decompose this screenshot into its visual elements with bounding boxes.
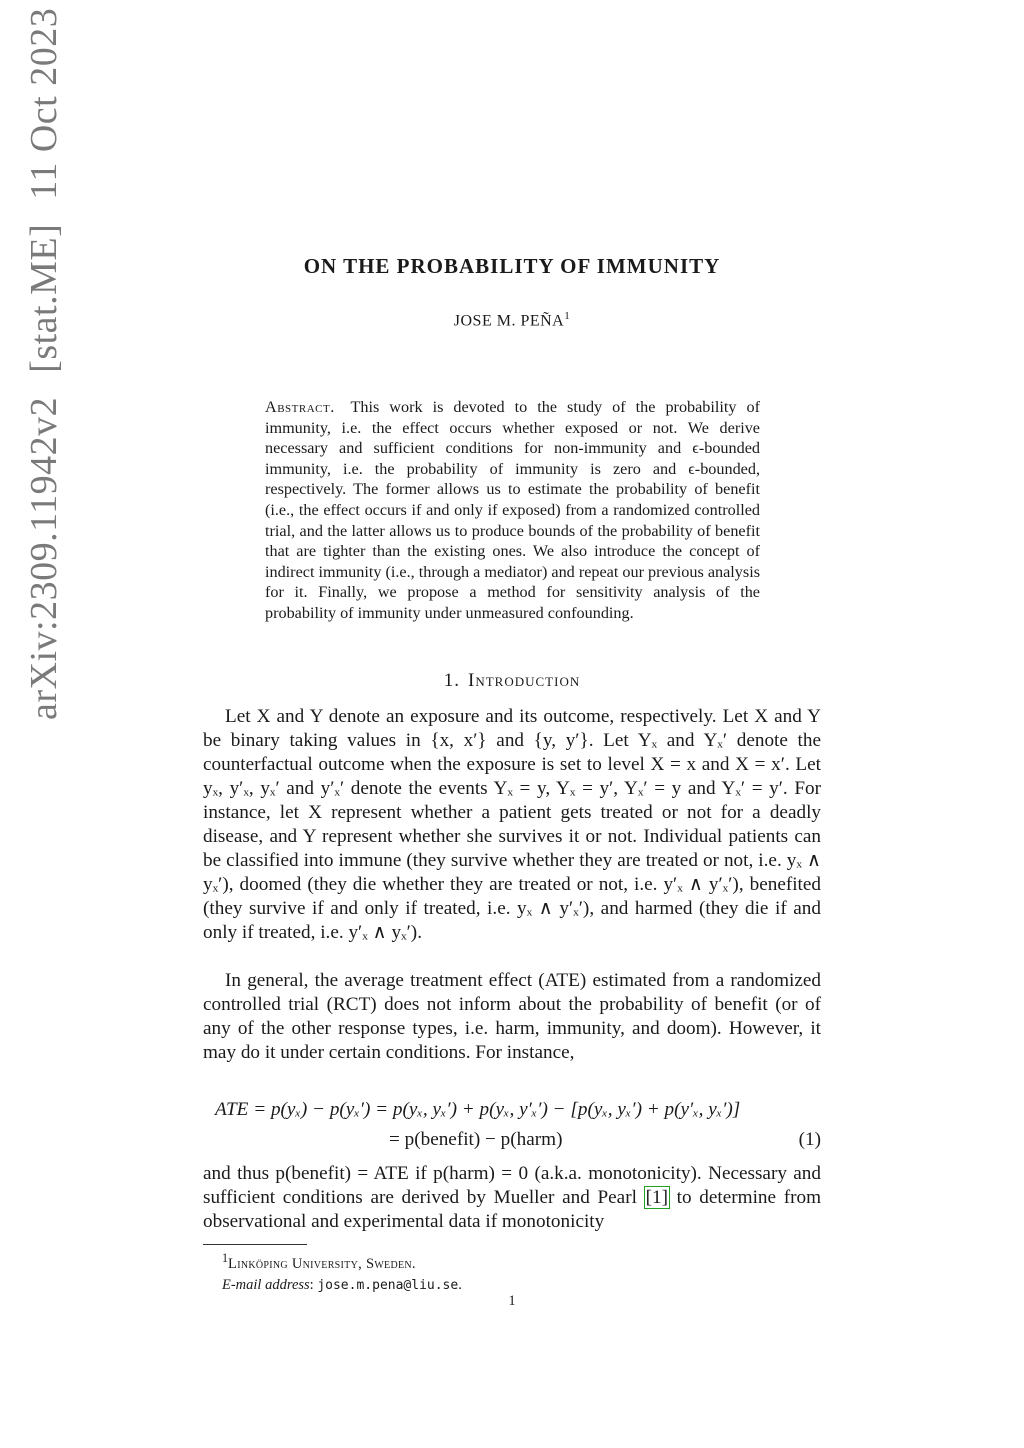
email-address[interactable]: jose.m.pena@liu.se: [317, 1277, 459, 1293]
equation-1: [203, 1095, 821, 1155]
paragraph-3-text-b: to determine from observational and experimental data if monotonicity: [203, 1187, 821, 1232]
footnote: [222, 1248, 822, 1296]
footnote-rule: [203, 1244, 307, 1245]
author-footnote-mark: 1: [564, 310, 571, 322]
arxiv-category: [stat.ME]: [23, 223, 65, 373]
paragraph-1: Let X and Y denote an exposure and its outcome, respectively. Let X and Y be binary taking values in {x, x′} and {y, y′}. Let Yₓ and Yₓ′ denote the counterfactual outcome when the exposure is set to level X = x and X = x′. Let yₓ, y′ₓ, yₓ′ and y′ₓ′ denote the events Yₓ = y, Yₓ = y′, Yₓ′ = y and Yₓ′ = y′. For instance, let X represent whether a patient gets treated or not for a deadly disease, and Y represent whether she survives it or not. Individual patients can be classified into immune (they survive whether they are treated or not, i.e. yₓ ∧ yₓ′), doomed (they die whether they are treated or not, i.e. y′ₓ ∧ y′ₓ′), benefited (they survive if and only if treated, i.e. yₓ ∧ y′ₓ′), and harmed (they die if and only if treated, i.e. y′ₓ ∧ yₓ′).: [203, 706, 821, 943]
abstract-text: This work is devoted to the study of the probability of immunity, i.e. the effect occurs whether exposed or not. We derive necessary and sufficient conditions for non-immunity and ϵ-bounded immunity, i.e. the probability of immunity is zero and ϵ-bounded, respectively. The former allows us to estimate the probability of benefit (i.e., the effect occurs if and only if exposed) from a randomized controlled trial, and the latter allows us to produce bounds of the probability of benefit that are tighter than the existing ones. We also introduce the concept of indirect immunity (i.e., through a mediator) and repeat our previous analysis for it. Finally, we propose a method for sensitivity analysis of the probability of immunity under unmeasured confounding.: [265, 398, 760, 622]
abstract: [265, 397, 760, 624]
email-suffix: .: [458, 1276, 462, 1293]
email-label: E-mail address: [222, 1276, 310, 1293]
paragraph-3-text-a: and thus p(benefit) = ATE if p(harm) = 0 (a.k.a. monotonicity). Necessary and sufficient conditions are derived by Mueller and Pearl: [203, 1163, 821, 1208]
arxiv-date: 11 Oct 2023: [23, 7, 65, 200]
arxiv-sidebar-stamp: [22, 0, 66, 720]
author-name: JOSE M. PEÑA: [453, 312, 565, 330]
page-number: 1: [508, 1293, 516, 1309]
footnote-email-line: E-mail address: jose.m.pena@liu.se.: [222, 1276, 462, 1293]
section-heading: [0, 670, 1024, 692]
footnote-affiliation-line: [222, 1248, 822, 1275]
footnote-mark: 1: [222, 1251, 229, 1265]
equation-line-2-text: = p(benefit) − p(harm): [389, 1129, 563, 1150]
section-number: 1.: [443, 670, 461, 691]
equation-number: (1): [798, 1129, 821, 1150]
equation-line-1: ATE = p(yₓ) − p(yₓ′) = p(yₓ, yₓ′) + p(yₓ, y′ₓ′) − [p(yₓ, yₓ′) + p(y′ₓ, yₓ′)]: [215, 1099, 741, 1120]
author-line: [0, 310, 1024, 330]
paragraph-2: In general, the average treatment effect (ATE) estimated from a randomized controlled trial (RCT) does not inform about the probability of benefit (or of any of the other response types, i.e. harm, immunity, and doom). However, it may do it under certain conditions. For instance,: [203, 970, 821, 1063]
abstract-label: Abstract.: [265, 398, 335, 416]
arxiv-id: arXiv:2309.11942v2: [23, 396, 65, 720]
equation-line-2: [203, 1125, 821, 1155]
section-title: Introduction: [468, 670, 581, 691]
footnote-affiliation: Linköping University, Sweden.: [228, 1255, 416, 1272]
citation-link[interactable]: [1]: [645, 1187, 668, 1208]
paper-title: ON THE PROBABILITY OF IMMUNITY: [303, 254, 721, 278]
paragraph-3: [203, 1162, 821, 1234]
